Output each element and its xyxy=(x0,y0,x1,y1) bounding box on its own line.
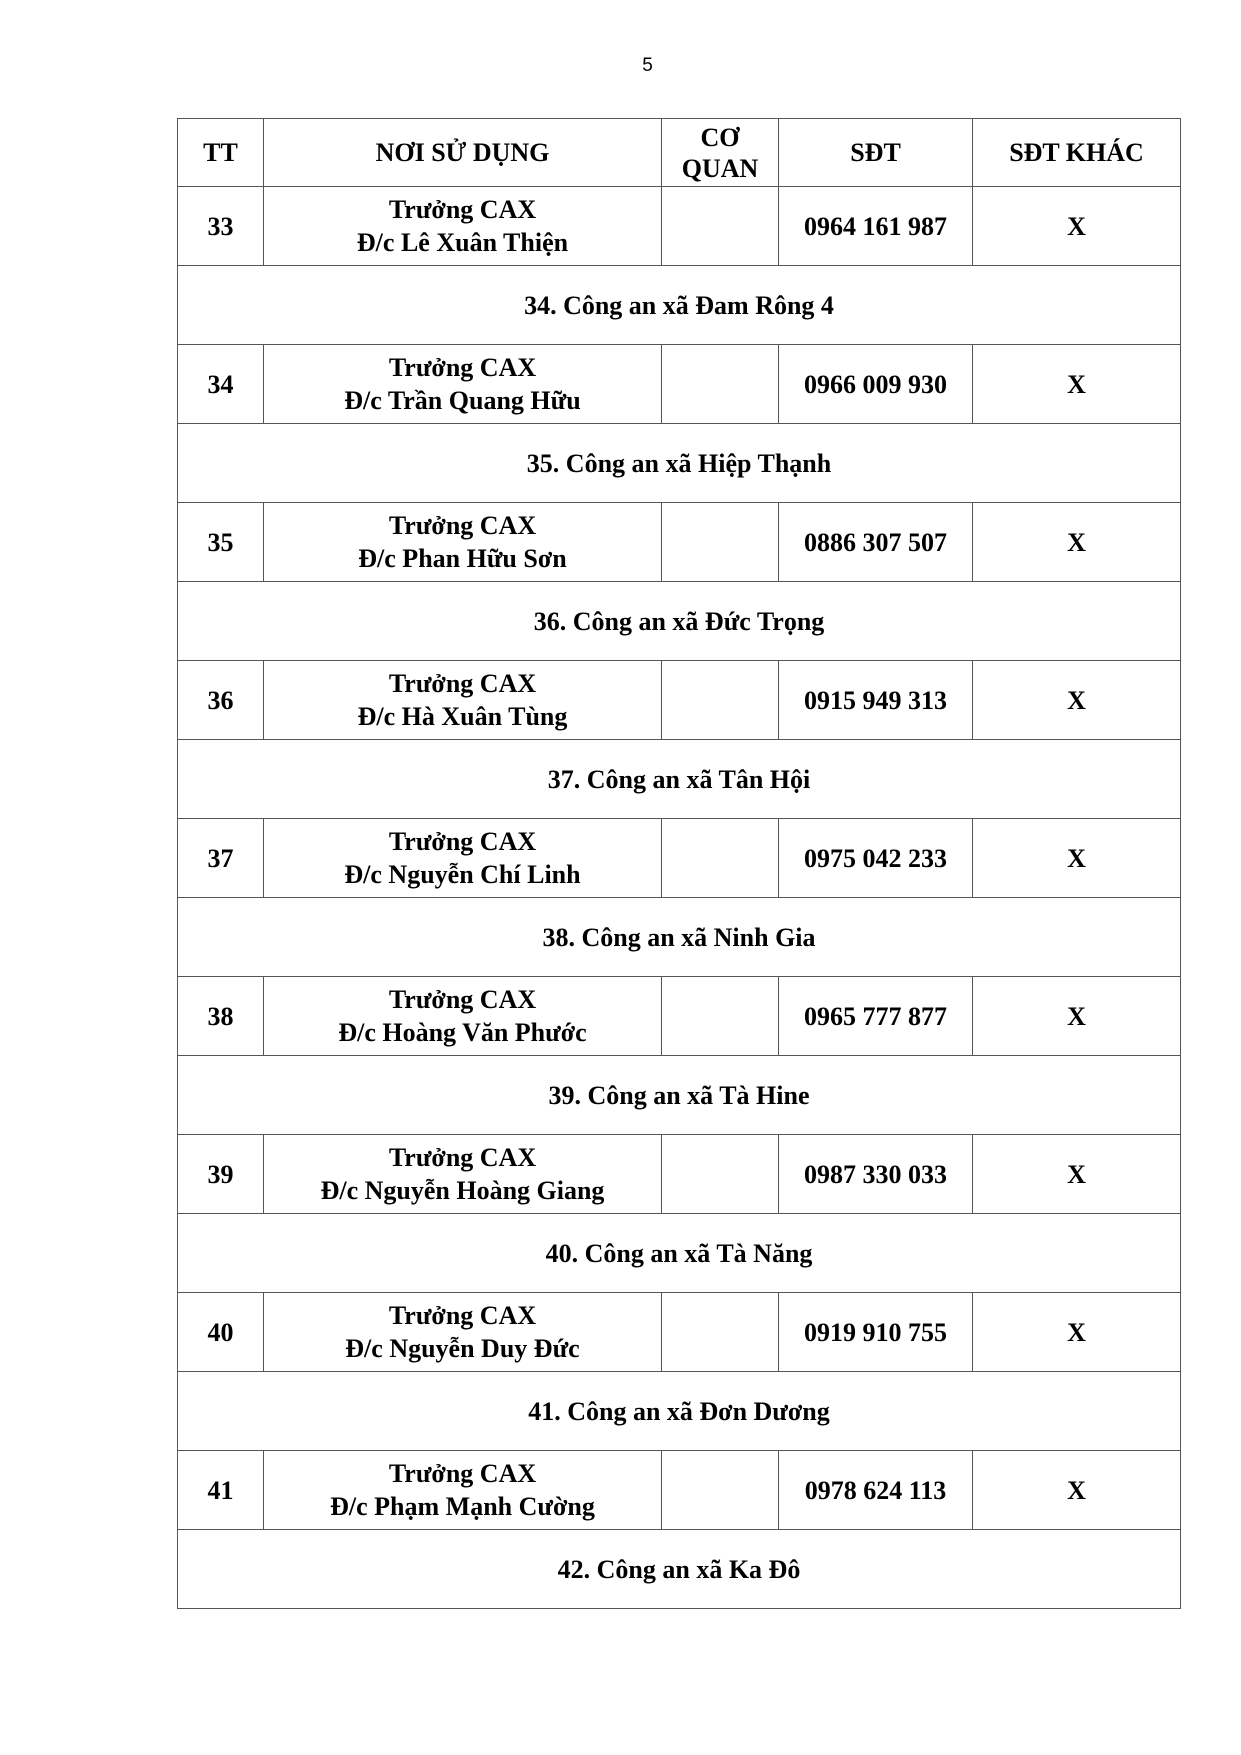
table-row xyxy=(178,819,1181,898)
cell-sdt: 0978 624 113 xyxy=(779,1451,973,1530)
section-title: 34. Công an xã Đam Rông 4 xyxy=(178,266,1181,345)
contact-table xyxy=(177,118,1181,1609)
cell-tt: 33 xyxy=(178,187,264,266)
cell-tt: 41 xyxy=(178,1451,264,1530)
cell-sdt-khac: X xyxy=(973,187,1181,266)
header-co-quan-line1: CƠ xyxy=(700,122,740,152)
cell-name: Đ/c Hoàng Văn Phước xyxy=(338,1018,587,1047)
cell-sdt-khac: X xyxy=(973,661,1181,740)
cell-name: Đ/c Phan Hữu Sơn xyxy=(358,544,567,573)
section-title: 37. Công an xã Tân Hội xyxy=(178,740,1181,819)
section-title: 42. Công an xã Ka Đô xyxy=(178,1530,1181,1609)
cell-sdt: 0886 307 507 xyxy=(779,503,973,582)
section-row xyxy=(178,898,1181,977)
cell-tt: 35 xyxy=(178,503,264,582)
section-title: 41. Công an xã Đơn Dương xyxy=(178,1372,1181,1451)
cell-sdt-khac: X xyxy=(973,1293,1181,1372)
cell-sdt-khac: X xyxy=(973,819,1181,898)
cell-sdt: 0966 009 930 xyxy=(779,345,973,424)
cell-name: Đ/c Nguyễn Hoàng Giang xyxy=(320,1176,605,1205)
cell-tt: 38 xyxy=(178,977,264,1056)
cell-sdt-khac: X xyxy=(973,1451,1181,1530)
section-title: 40. Công an xã Tà Năng xyxy=(178,1214,1181,1293)
header-co-quan-line2: QUAN xyxy=(681,153,759,183)
cell-noi-su-dung xyxy=(264,819,662,898)
header-noi-su-dung: NƠI SỬ DỤNG xyxy=(264,119,662,187)
cell-tt: 39 xyxy=(178,1135,264,1214)
section-row xyxy=(178,1214,1181,1293)
section-row xyxy=(178,1372,1181,1451)
cell-co-quan xyxy=(662,819,779,898)
cell-noi-su-dung xyxy=(264,1135,662,1214)
cell-noi-su-dung xyxy=(264,187,662,266)
cell-co-quan xyxy=(662,1293,779,1372)
cell-sdt-khac: X xyxy=(973,977,1181,1056)
cell-co-quan xyxy=(662,187,779,266)
cell-sdt: 0915 949 313 xyxy=(779,661,973,740)
section-title: 39. Công an xã Tà Hine xyxy=(178,1056,1181,1135)
cell-sdt: 0965 777 877 xyxy=(779,977,973,1056)
cell-title: Trưởng CAX xyxy=(388,1143,537,1172)
section-row xyxy=(178,582,1181,661)
table-row xyxy=(178,503,1181,582)
cell-name: Đ/c Phạm Mạnh Cường xyxy=(330,1492,595,1521)
cell-noi-su-dung xyxy=(264,977,662,1056)
cell-tt: 37 xyxy=(178,819,264,898)
cell-noi-su-dung xyxy=(264,503,662,582)
cell-noi-su-dung xyxy=(264,345,662,424)
section-row xyxy=(178,424,1181,503)
cell-title: Trưởng CAX xyxy=(388,669,537,698)
cell-co-quan xyxy=(662,345,779,424)
cell-tt: 40 xyxy=(178,1293,264,1372)
section-row xyxy=(178,1056,1181,1135)
cell-title: Trưởng CAX xyxy=(388,1459,537,1488)
cell-noi-su-dung xyxy=(264,1293,662,1372)
cell-co-quan xyxy=(662,661,779,740)
table-row xyxy=(178,345,1181,424)
cell-tt: 36 xyxy=(178,661,264,740)
cell-sdt: 0975 042 233 xyxy=(779,819,973,898)
table-header-row xyxy=(178,119,1181,187)
section-row xyxy=(178,266,1181,345)
cell-sdt: 0919 910 755 xyxy=(779,1293,973,1372)
cell-sdt: 0964 161 987 xyxy=(779,187,973,266)
page-number: 5 xyxy=(642,55,653,76)
cell-title: Trưởng CAX xyxy=(388,827,537,856)
section-title: 38. Công an xã Ninh Gia xyxy=(178,898,1181,977)
cell-name: Đ/c Lê Xuân Thiện xyxy=(356,228,569,257)
cell-noi-su-dung xyxy=(264,661,662,740)
cell-tt: 34 xyxy=(178,345,264,424)
cell-title: Trưởng CAX xyxy=(388,195,537,224)
table-row xyxy=(178,1451,1181,1530)
cell-title: Trưởng CAX xyxy=(388,511,537,540)
section-row xyxy=(178,740,1181,819)
table-row xyxy=(178,977,1181,1056)
cell-co-quan xyxy=(662,1451,779,1530)
cell-title: Trưởng CAX xyxy=(388,1301,537,1330)
cell-sdt-khac: X xyxy=(973,503,1181,582)
table-row xyxy=(178,1293,1181,1372)
table-row xyxy=(178,187,1181,266)
cell-sdt: 0987 330 033 xyxy=(779,1135,973,1214)
cell-name: Đ/c Trần Quang Hữu xyxy=(344,386,581,415)
table-row xyxy=(178,1135,1181,1214)
header-co-quan xyxy=(662,119,779,187)
cell-title: Trưởng CAX xyxy=(388,353,537,382)
cell-sdt-khac: X xyxy=(973,1135,1181,1214)
cell-name: Đ/c Nguyễn Duy Đức xyxy=(345,1334,580,1363)
cell-name: Đ/c Nguyễn Chí Linh xyxy=(344,860,581,889)
section-title: 36. Công an xã Đức Trọng xyxy=(178,582,1181,661)
cell-co-quan xyxy=(662,977,779,1056)
section-title: 35. Công an xã Hiệp Thạnh xyxy=(178,424,1181,503)
section-row xyxy=(178,1530,1181,1609)
header-sdt-khac: SĐT KHÁC xyxy=(973,119,1181,187)
cell-co-quan xyxy=(662,1135,779,1214)
cell-title: Trưởng CAX xyxy=(388,985,537,1014)
header-tt: TT xyxy=(178,119,264,187)
cell-sdt-khac: X xyxy=(973,345,1181,424)
cell-noi-su-dung xyxy=(264,1451,662,1530)
header-sdt: SĐT xyxy=(779,119,973,187)
cell-co-quan xyxy=(662,503,779,582)
table-row xyxy=(178,661,1181,740)
cell-name: Đ/c Hà Xuân Tùng xyxy=(357,702,568,731)
